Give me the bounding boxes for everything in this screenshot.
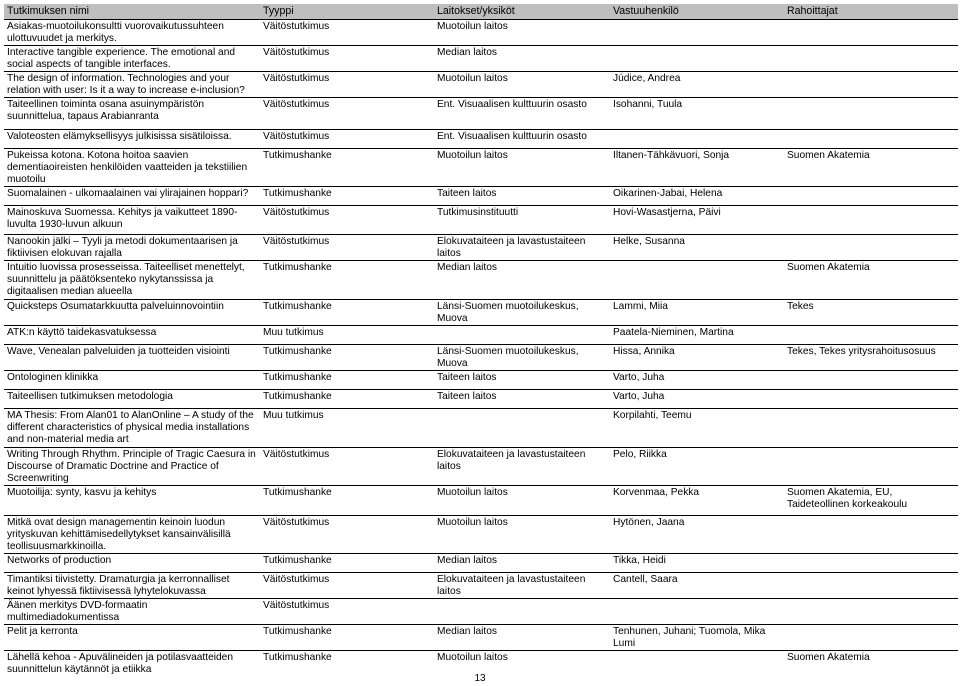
cell-type: Väitöstutkimus bbox=[260, 98, 434, 130]
cell-type: Tutkimushanke bbox=[260, 187, 434, 206]
table-row bbox=[4, 149, 958, 187]
table-row bbox=[4, 98, 958, 130]
cell-funder bbox=[784, 235, 958, 261]
cell-unit: Ent. Visuaalisen kulttuurin osasto bbox=[434, 98, 610, 130]
cell-type: Tutkimushanke bbox=[260, 345, 434, 371]
cell-research-name: Writing Through Rhythm. Principle of Tragic Caesura in Discourse of Dramatic Doctrine and Practice of Screenwriting bbox=[4, 448, 260, 486]
cell-unit: Länsi-Suomen muotoilukeskus, Muova bbox=[434, 300, 610, 326]
cell-research-name: Asiakas-muotoilukonsultti vuorovaikutussuhteen ulottuvuudet ja merkitys. bbox=[4, 20, 260, 46]
cell-unit bbox=[434, 599, 610, 625]
table-row bbox=[4, 486, 958, 516]
cell-type: Väitöstutkimus bbox=[260, 46, 434, 72]
cell-funder bbox=[784, 20, 958, 46]
cell-funder bbox=[784, 98, 958, 130]
cell-funder bbox=[784, 130, 958, 149]
cell-unit: Muotoilun laitos bbox=[434, 20, 610, 46]
cell-responsible-person: Isohanni, Tuula bbox=[610, 98, 784, 130]
cell-responsible-person: Hissa, Annika bbox=[610, 345, 784, 371]
cell-unit bbox=[434, 326, 610, 345]
cell-type: Tutkimushanke bbox=[260, 554, 434, 573]
table-header-row bbox=[4, 4, 958, 20]
cell-funder bbox=[784, 516, 958, 554]
cell-unit: Median laitos bbox=[434, 46, 610, 72]
table-row bbox=[4, 625, 958, 651]
cell-research-name: Interactive tangible experience. The emotional and social aspects of tangible interfaces. bbox=[4, 46, 260, 72]
cell-responsible-person: Lammi, Miia bbox=[610, 300, 784, 326]
cell-research-name: ATK:n käyttö taidekasvatuksessa bbox=[4, 326, 260, 345]
table-row bbox=[4, 448, 958, 486]
cell-research-name: Valoteosten elämyksellisyys julkisissa sisätiloissa. bbox=[4, 130, 260, 149]
cell-responsible-person: Varto, Juha bbox=[610, 390, 784, 409]
cell-research-name: Suomalainen - ulkomaalainen vai ylirajainen hoppari? bbox=[4, 187, 260, 206]
table-row bbox=[4, 409, 958, 448]
cell-responsible-person: Helke, Susanna bbox=[610, 235, 784, 261]
cell-unit: Median laitos bbox=[434, 554, 610, 573]
cell-funder bbox=[784, 573, 958, 599]
cell-research-name: Intuitio luovissa prosesseissa. Taiteelliset menettelyt, suunnittelu ja päätöksenteko nykytanssissa ja digitaalisen median alueella bbox=[4, 261, 260, 300]
cell-research-name: Pelit ja kerronta bbox=[4, 625, 260, 651]
research-table bbox=[4, 4, 958, 676]
cell-unit: Muotoilun laitos bbox=[434, 72, 610, 98]
cell-unit: Ent. Visuaalisen kulttuurin osasto bbox=[434, 130, 610, 149]
cell-type: Muu tutkimus bbox=[260, 409, 434, 448]
cell-unit: Länsi-Suomen muotoilukeskus, Muova bbox=[434, 345, 610, 371]
header-funders: Rahoittajat bbox=[784, 4, 958, 20]
table-row bbox=[4, 46, 958, 72]
cell-unit: Muotoilun laitos bbox=[434, 651, 610, 677]
cell-funder: Tekes bbox=[784, 300, 958, 326]
cell-type: Väitöstutkimus bbox=[260, 448, 434, 486]
header-responsible-person: Vastuuhenkilö bbox=[610, 4, 784, 20]
cell-research-name: Lähellä kehoa - Apuvälineiden ja potilasvaatteiden suunnittelun käytännöt ja etiikka bbox=[4, 651, 260, 677]
cell-unit: Elokuvataiteen ja lavastustaiteen laitos bbox=[434, 448, 610, 486]
cell-unit: Taiteen laitos bbox=[434, 187, 610, 206]
table-row bbox=[4, 599, 958, 625]
table-row bbox=[4, 300, 958, 326]
cell-research-name: Mainoskuva Suomessa. Kehitys ja vaikutteet 1890-luvulta 1930-luvun alkuun bbox=[4, 206, 260, 235]
cell-funder bbox=[784, 625, 958, 651]
cell-responsible-person: Korpilahti, Teemu bbox=[610, 409, 784, 448]
cell-type: Tutkimushanke bbox=[260, 651, 434, 677]
cell-funder bbox=[784, 390, 958, 409]
table-row bbox=[4, 371, 958, 390]
cell-type: Väitöstutkimus bbox=[260, 516, 434, 554]
cell-type: Tutkimushanke bbox=[260, 486, 434, 516]
cell-type: Tutkimushanke bbox=[260, 261, 434, 300]
cell-research-name: Wave, Venealan palveluiden ja tuotteiden visiointi bbox=[4, 345, 260, 371]
cell-responsible-person bbox=[610, 46, 784, 72]
cell-research-name: Taiteellinen toiminta osana asuinympäristön suunnittelua, tapaus Arabianranta bbox=[4, 98, 260, 130]
cell-funder bbox=[784, 554, 958, 573]
cell-funder bbox=[784, 326, 958, 345]
cell-type: Muu tutkimus bbox=[260, 326, 434, 345]
cell-type: Tutkimushanke bbox=[260, 390, 434, 409]
table-row bbox=[4, 261, 958, 300]
cell-type: Väitöstutkimus bbox=[260, 206, 434, 235]
cell-unit: Taiteen laitos bbox=[434, 390, 610, 409]
cell-unit: Tutkimusinstituutti bbox=[434, 206, 610, 235]
cell-unit: Muotoilun laitos bbox=[434, 486, 610, 516]
cell-funder bbox=[784, 206, 958, 235]
cell-type: Tutkimushanke bbox=[260, 371, 434, 390]
cell-research-name: Ontologinen klinikka bbox=[4, 371, 260, 390]
table-row bbox=[4, 20, 958, 46]
cell-type: Tutkimushanke bbox=[260, 625, 434, 651]
cell-responsible-person: Korvenmaa, Pekka bbox=[610, 486, 784, 516]
cell-research-name: Nanookin jälki – Tyyli ja metodi dokumentaarisen ja fiktiivisen elokuvan rajalla bbox=[4, 235, 260, 261]
header-research-name: Tutkimuksen nimi bbox=[4, 4, 260, 20]
cell-responsible-person: Hovi-Wasastjerna, Päivi bbox=[610, 206, 784, 235]
cell-responsible-person bbox=[610, 599, 784, 625]
cell-type: Väitöstutkimus bbox=[260, 573, 434, 599]
cell-research-name: Timantiksi tiivistetty. Dramaturgia ja kerronnalliset keinot lyhyessä fiktiivisessä lyhytelokuvassa bbox=[4, 573, 260, 599]
cell-research-name: Muotoilija: synty, kasvu ja kehitys bbox=[4, 486, 260, 516]
table-row bbox=[4, 72, 958, 98]
cell-unit: Muotoilun laitos bbox=[434, 516, 610, 554]
table-row bbox=[4, 345, 958, 371]
cell-responsible-person: Hytönen, Jaana bbox=[610, 516, 784, 554]
cell-unit: Elokuvataiteen ja lavastustaiteen laitos bbox=[434, 573, 610, 599]
cell-funder bbox=[784, 448, 958, 486]
cell-funder: Tekes, Tekes yritysrahoitusosuus bbox=[784, 345, 958, 371]
table-row bbox=[4, 326, 958, 345]
cell-funder bbox=[784, 371, 958, 390]
cell-funder: Suomen Akatemia, EU, Taideteollinen korkeakoulu bbox=[784, 486, 958, 516]
cell-responsible-person: Júdice, Andrea bbox=[610, 72, 784, 98]
cell-funder bbox=[784, 409, 958, 448]
cell-research-name: Pukeissa kotona. Kotona hoitoa saavien dementiaoireisten henkilöiden vaatteiden ja tekstiilien muotoilu bbox=[4, 149, 260, 187]
cell-funder: Suomen Akatemia bbox=[784, 149, 958, 187]
cell-funder bbox=[784, 599, 958, 625]
cell-research-name: Mitkä ovat design managementin keinoin luodun yrityskuvan kehittämisedellytykset kansainvälisillä teollisuusmarkkinoilla. bbox=[4, 516, 260, 554]
cell-type: Tutkimushanke bbox=[260, 300, 434, 326]
cell-unit: Taiteen laitos bbox=[434, 371, 610, 390]
header-units: Laitokset/yksiköt bbox=[434, 4, 610, 20]
cell-funder bbox=[784, 46, 958, 72]
cell-responsible-person: Varto, Juha bbox=[610, 371, 784, 390]
cell-responsible-person: Tikka, Heidi bbox=[610, 554, 784, 573]
cell-responsible-person: Cantell, Saara bbox=[610, 573, 784, 599]
cell-research-name: MA Thesis: From Alan01 to AlanOnline – A study of the different characteristics of physical media installations and non-material media art bbox=[4, 409, 260, 448]
cell-unit: Elokuvataiteen ja lavastustaiteen laitos bbox=[434, 235, 610, 261]
cell-type: Väitöstutkimus bbox=[260, 235, 434, 261]
cell-research-name: The design of information. Technologies and your relation with user: Is it a way to increase e-inclusion? bbox=[4, 72, 260, 98]
cell-research-name: Networks of production bbox=[4, 554, 260, 573]
cell-responsible-person bbox=[610, 130, 784, 149]
cell-responsible-person: Oikarinen-Jabai, Helena bbox=[610, 187, 784, 206]
cell-unit: Median laitos bbox=[434, 625, 610, 651]
table-row bbox=[4, 516, 958, 554]
table-row bbox=[4, 187, 958, 206]
header-type: Tyyppi bbox=[260, 4, 434, 20]
cell-responsible-person: Tenhunen, Juhani; Tuomola, Mika Lumi bbox=[610, 625, 784, 651]
cell-type: Väitöstutkimus bbox=[260, 599, 434, 625]
cell-type: Väitöstutkimus bbox=[260, 72, 434, 98]
cell-funder bbox=[784, 72, 958, 98]
cell-type: Väitöstutkimus bbox=[260, 20, 434, 46]
table-body bbox=[4, 20, 958, 677]
cell-unit: Median laitos bbox=[434, 261, 610, 300]
cell-research-name: Äänen merkitys DVD-formaatin multimediadokumentissa bbox=[4, 599, 260, 625]
cell-responsible-person bbox=[610, 261, 784, 300]
page-number: 13 bbox=[474, 673, 486, 684]
cell-responsible-person bbox=[610, 20, 784, 46]
cell-unit: Muotoilun laitos bbox=[434, 149, 610, 187]
table-row bbox=[4, 235, 958, 261]
cell-unit bbox=[434, 409, 610, 448]
table-row bbox=[4, 206, 958, 235]
table-row bbox=[4, 130, 958, 149]
cell-type: Väitöstutkimus bbox=[260, 130, 434, 149]
cell-funder: Suomen Akatemia bbox=[784, 651, 958, 677]
cell-research-name: Taiteellisen tutkimuksen metodologia bbox=[4, 390, 260, 409]
cell-responsible-person: Iltanen-Tähkävuori, Sonja bbox=[610, 149, 784, 187]
cell-responsible-person: Paatela-Nieminen, Martina bbox=[610, 326, 784, 345]
table-row bbox=[4, 554, 958, 573]
cell-funder: Suomen Akatemia bbox=[784, 261, 958, 300]
cell-type: Tutkimushanke bbox=[260, 149, 434, 187]
cell-research-name: Quicksteps Osumatarkkuutta palveluinnovointiin bbox=[4, 300, 260, 326]
cell-funder bbox=[784, 187, 958, 206]
cell-responsible-person: Pelo, Riikka bbox=[610, 448, 784, 486]
table-row bbox=[4, 573, 958, 599]
table-row bbox=[4, 390, 958, 409]
